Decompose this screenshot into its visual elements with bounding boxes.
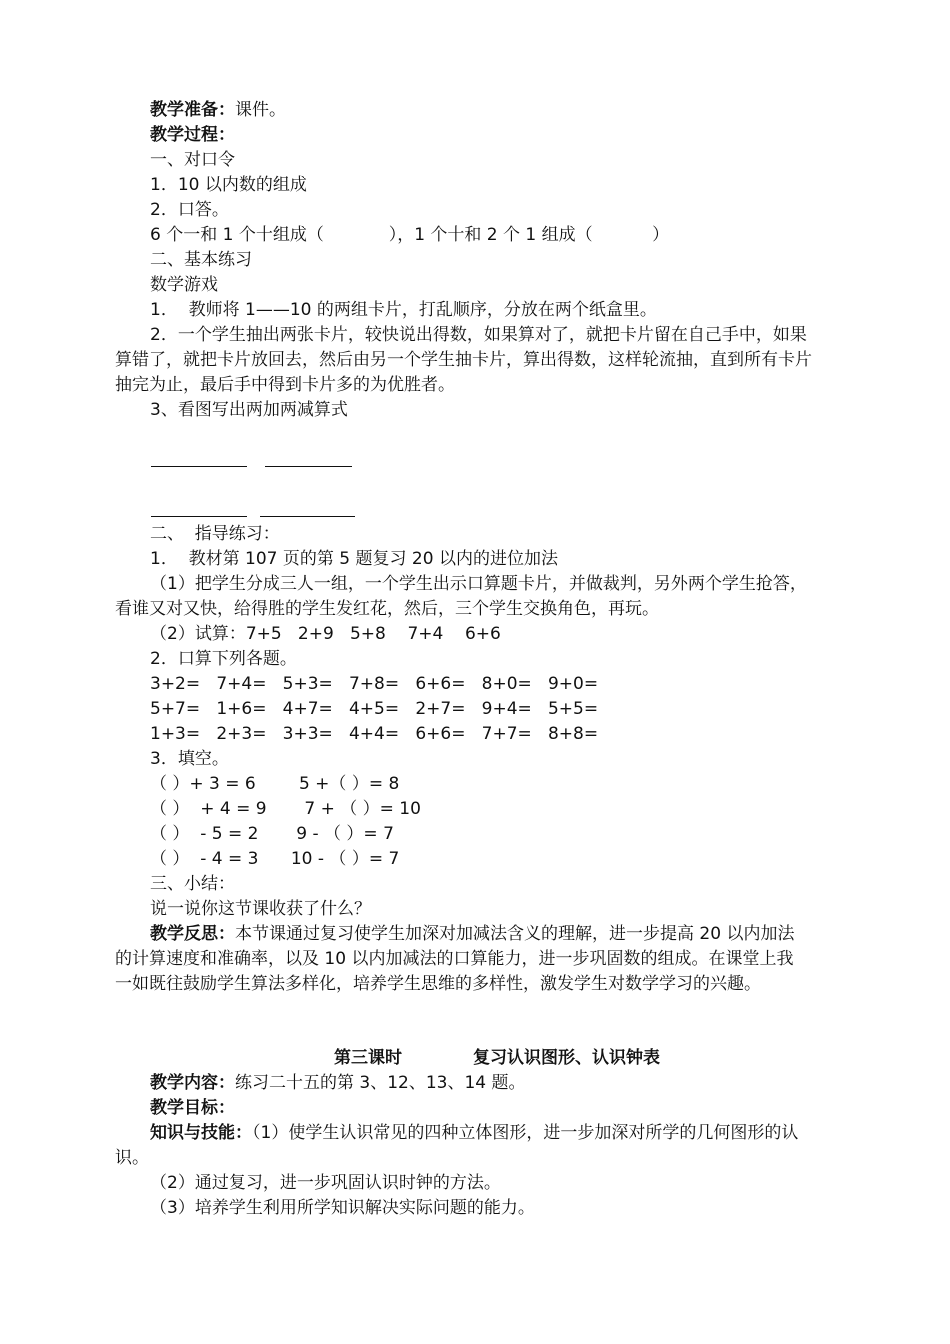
skill-text: （1）使学生认识常见的四种立体图形，进一步加深对所学的几何图形的认 [252, 1123, 799, 1143]
answer-blank [260, 516, 355, 517]
fill-row: （ ） - 5 = 2 9 - （ ）= 7 [150, 824, 394, 844]
fill-row: （ ） - 4 = 3 10 - （ ）= 7 [150, 849, 400, 869]
math-row: 1+3= 2+3= 3+3= 4+4= 6+6= 7+7= 8+8= [150, 724, 599, 744]
text-line: 1．10 以内数的组成 [150, 175, 307, 195]
answer-blank [265, 466, 352, 467]
prep-text: 课件。 [235, 100, 286, 120]
section-title: 二、 指导练习： [150, 524, 280, 544]
skill-label: 知识与技能： [150, 1123, 252, 1143]
goal-label: 教学目标： [150, 1098, 235, 1118]
fill-row: （ ） + 4 = 9 7 + （ ）= 10 [150, 799, 421, 819]
math-row: 5+7= 1+6= 4+7= 4+5= 2+7= 9+4= 5+5= [150, 699, 599, 719]
process-label: 教学过程： [150, 125, 235, 145]
section-title: 二、基本练习 [150, 250, 252, 270]
math-row: 3+2= 7+4= 5+3= 7+8= 6+6= 8+0= 9+0= [150, 674, 599, 694]
answer-blank [151, 466, 247, 467]
text-line: 3、看图写出两加两减算式 [150, 400, 348, 420]
content-text: 练习二十五的第 3、12、13、14 题。 [235, 1073, 526, 1093]
reflection-line [150, 922, 862, 947]
text-line: 2．一个学生抽出两张卡片，较快说出得数，如果算对了，就把卡片留在自己手中，如果 [150, 325, 807, 345]
text-line: 抽完为止，最后手中得到卡片多的为优胜者。 [115, 375, 455, 395]
reflection-text: 本节课通过复习使学生加深对加减法含义的理解，进一步提高 20 以内加法 [235, 924, 795, 944]
text-line: 识。 [115, 1148, 149, 1168]
text-line: 1． 教材第 107 页的第 5 题复习 20 以内的进位加法 [150, 549, 558, 569]
text-line: 的计算速度和准确率，以及 10 以内加减法的口算能力，进一步巩固数的组成。在课堂上我 [115, 949, 794, 969]
content-line [150, 1071, 862, 1096]
text-line: （1）把学生分成三人一组，一个学生出示口算题卡片，并做裁判，另外两个学生抢答， [150, 574, 807, 594]
answer-blank [151, 516, 247, 517]
reflection-label: 教学反思： [150, 924, 235, 944]
text-line: （2）试算：7+5 2+9 5+8 7+4 6+6 [150, 624, 501, 644]
prep-line [150, 98, 862, 123]
lesson-heading: 第三课时 复习认识图形、认识钟表 [334, 1048, 661, 1068]
text-line: 2．口答。 [150, 200, 229, 220]
text-line: 说一说你这节课收获了什么？ [150, 899, 371, 919]
text-line: 2．口算下列各题。 [150, 649, 297, 669]
text-line: 1． 教师将 1——10 的两组卡片，打乱顺序，分放在两个纸盒里。 [150, 300, 657, 320]
text-line: 6 个一和 1 个十组成（ ），1 个十和 2 个 1 组成（ ） [150, 225, 670, 245]
text-line: 看谁又对又快，给得胜的学生发红花，然后，三个学生交换角色，再玩。 [115, 599, 659, 619]
prep-label: 教学准备： [150, 100, 235, 120]
fill-row: （ ）+ 3 = 6 5 +（ ）= 8 [150, 774, 400, 794]
text-line: （3）培养学生利用所学知识解决实际问题的能力。 [150, 1198, 535, 1218]
section-title: 三、小结： [150, 874, 235, 894]
text-line: 一如既往鼓励学生算法多样化，培养学生思维的多样性，激发学生对数学学习的兴趣。 [115, 974, 761, 994]
text-line: 3．填空。 [150, 749, 229, 769]
text-line: 数学游戏 [150, 275, 218, 295]
content-label: 教学内容： [150, 1073, 235, 1093]
skill-line [150, 1121, 862, 1146]
text-line: （2）通过复习，进一步巩固认识时钟的方法。 [150, 1173, 501, 1193]
text-line: 算错了，就把卡片放回去，然后由另一个学生抽卡片，算出得数，这样轮流抽，直到所有卡片 [115, 350, 812, 370]
section-title: 一、对口令 [150, 150, 235, 170]
